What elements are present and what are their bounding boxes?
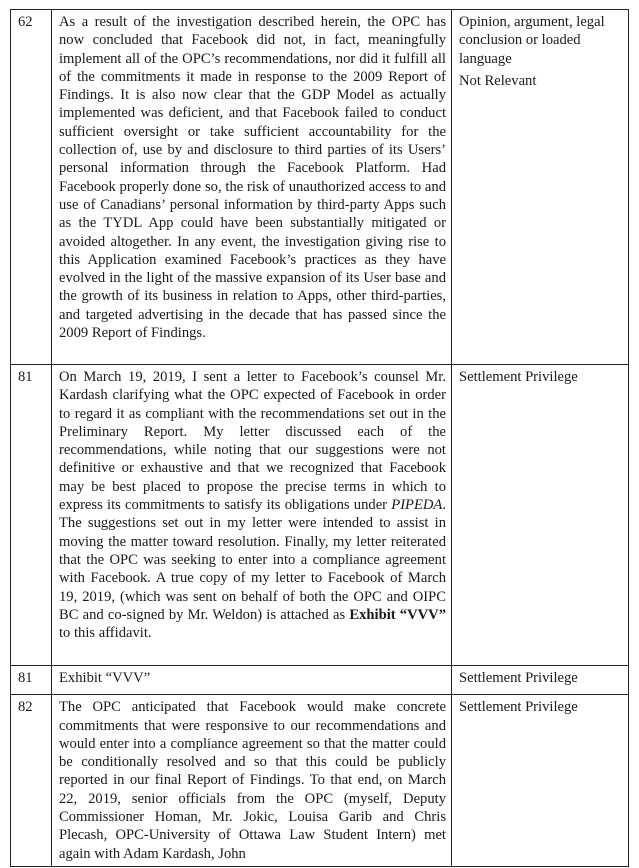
statute-name: PIPEDA bbox=[391, 497, 443, 514]
objection-tags bbox=[452, 365, 629, 666]
table-row bbox=[11, 10, 629, 365]
text-segment: . The suggestions set out in my letter were intended to assist in moving the matter toward resolution. Finally, my letter reiterated that the OPC was seeking to enter into a compliance agreement with Facebook. A true copy of my letter to Facebook of March 19, 2019, (which was sent on behalf of both the OPC and OIPC BC and co-signed by Mr. Weldon) is attached as bbox=[59, 497, 446, 623]
paragraph-number: 81 bbox=[11, 365, 52, 666]
paragraph-text: Exhibit “VVV” bbox=[52, 666, 452, 695]
objection-tags bbox=[452, 666, 629, 695]
exhibit-reference: Exhibit “VVV” bbox=[349, 606, 447, 623]
objection-tags bbox=[452, 695, 629, 867]
affidavit-objection-table bbox=[10, 9, 629, 867]
text-segment: to this affidavit. bbox=[59, 625, 152, 642]
paragraph-text bbox=[52, 365, 452, 666]
objection-tag: Not Relevant bbox=[459, 72, 537, 89]
paragraph-text: As a result of the investigation described herein, the OPC has now concluded that Facebook did not, in fact, meaningfully implement all of the OPC’s recommendations, nor did it fulfill all of the commitments it made in response to the 2009 Report of Findings. It is also now clear that the GDP Model as actually implemented was deficient, and that Facebook failed to conduct sufficient oversight or take sufficient accountability for the collection of, use by and disclosure to third parties of its Users’ personal information through the Facebook Platform. Had Facebook properly done so, the risk of unauthorized access to and use of Canadians’ personal information by third-party Apps such as the TYDL App could have been substantially mitigated or avoided altogether. In any event, the investigation giving rise to this Application examined Facebook’s practices as they have evolved in the light of the massive expansion of its User base and the growth of its business in relation to Apps, other third-parties, and targeted advertising in the decade that has passed since the 2009 Report of Findings. bbox=[52, 10, 452, 365]
objection-tag: Settlement Privilege bbox=[459, 670, 578, 686]
objection-tag: Settlement Privilege bbox=[459, 699, 578, 716]
objection-tags bbox=[452, 10, 629, 365]
table-row bbox=[11, 666, 629, 695]
paragraph-number: 62 bbox=[11, 10, 52, 365]
table-row bbox=[11, 365, 629, 666]
paragraph-text: The OPC anticipated that Facebook would make concrete commitments that were responsive to our recommendations and would enter into a compliance agreement so that the matter could be conditionally resolved and so that this could be publicly reported in our final Report of Findings. To that end, on March 22, 2019, senior officials from the OPC (myself, Deputy Commissioner Homan, Mr. Jokic, Louisa Garib and Chris Plecash, OPC-University of Ottawa Law Student Intern) met again with Adam Kardash, John bbox=[52, 695, 452, 867]
objection-tag: Opinion, argument, legal conclusion or loaded language bbox=[459, 14, 605, 67]
text-segment: On March 19, 2019, I sent a letter to Facebook’s counsel Mr. Kardash clarifying what the OPC expected of Facebook in order to regard it as compliant with the recommendations set out in the Preliminary Report. My letter discussed each of the recommendations, while noting that our suggestions were not definitive or exhaustive and that we recognized that Facebook may be best placed to propose the precise terms in which to express its commitments to satisfy its obligations under bbox=[59, 369, 446, 514]
objection-tag: Settlement Privilege bbox=[459, 369, 578, 385]
table-row bbox=[11, 695, 629, 867]
paragraph-number: 82 bbox=[11, 695, 52, 867]
paragraph-number: 81 bbox=[11, 666, 52, 695]
